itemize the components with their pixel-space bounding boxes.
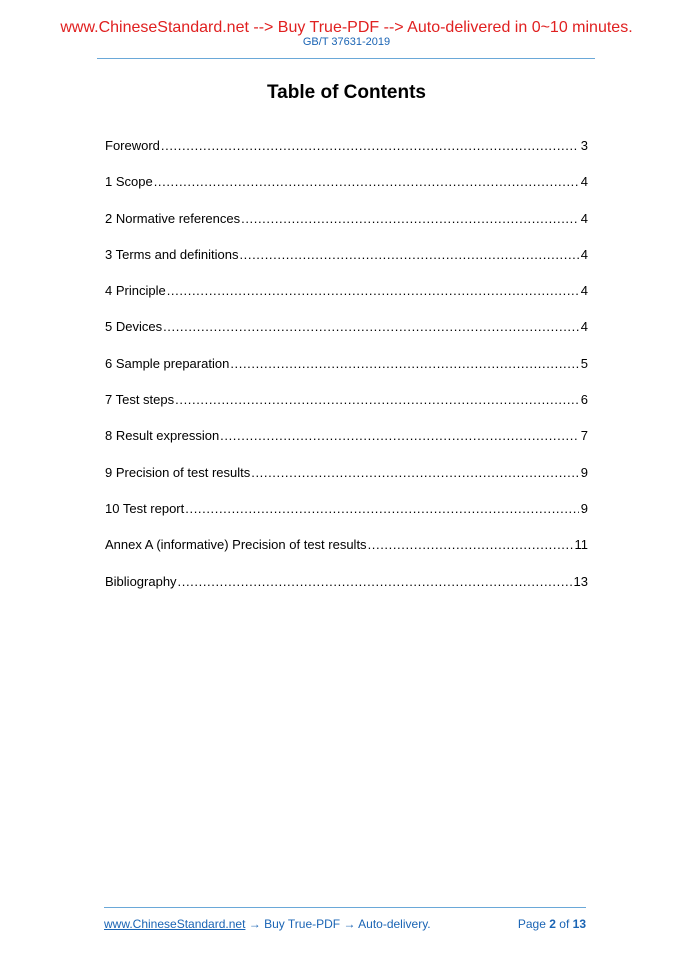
- toc-leader-dots: [167, 282, 579, 300]
- page-label: Page: [517, 917, 546, 931]
- toc-entry-label: 5 Devices: [105, 319, 163, 335]
- toc-leader-dots: [239, 246, 578, 264]
- toc-entry-sample-preparation[interactable]: [105, 355, 588, 391]
- toc-entry-result-expression[interactable]: [105, 427, 588, 463]
- promo-banner: www.ChineseStandard.net --> Buy True-PDF --> Auto-delivered in 0~10 minutes.: [60, 19, 633, 36]
- toc-entry-label: Bibliography: [105, 573, 177, 589]
- toc-leader-dots: [230, 355, 578, 373]
- toc-entry-page: 6: [580, 392, 588, 408]
- toc-entry-page: 4: [580, 246, 588, 262]
- toc-leader-dots: [178, 573, 572, 591]
- current-page-number: 2: [549, 917, 556, 931]
- document-number: GB/T 37631-2019: [302, 36, 391, 48]
- toc-entry-devices[interactable]: [105, 318, 588, 354]
- toc-entry-scope[interactable]: [105, 173, 588, 209]
- toc-leader-dots: [175, 391, 579, 409]
- toc-entry-label: 7 Test steps: [105, 392, 175, 408]
- footer-website-link[interactable]: www.ChineseStandard.net: [104, 917, 246, 931]
- toc-entry-page: 3: [580, 138, 588, 153]
- page-footer: [104, 916, 586, 934]
- header-divider: [97, 58, 595, 59]
- toc-entry-page: 5: [580, 355, 588, 371]
- page-counter: [518, 916, 586, 932]
- toc-entry-page: 4: [580, 174, 588, 190]
- footer-promo: [104, 916, 431, 932]
- toc-leader-dots: [220, 427, 579, 445]
- toc-entry-page: 4: [580, 210, 588, 226]
- toc-entry-normative-references[interactable]: [105, 210, 588, 246]
- toc-leader-dots: [368, 536, 573, 554]
- toc-entry-label: 4 Principle: [105, 283, 166, 299]
- toc-entry-label: 10 Test report: [105, 500, 185, 516]
- toc-leader-dots: [163, 318, 579, 336]
- toc-entry-label: 9 Precision of test results: [105, 464, 251, 480]
- toc-entry-terms-and-definitions[interactable]: [105, 246, 588, 282]
- toc-leader-dots: [251, 464, 579, 482]
- toc-entry-label: 8 Result expression: [105, 428, 220, 444]
- footer-divider: [104, 907, 586, 908]
- toc-entry-page: 4: [580, 283, 588, 299]
- toc-entry-test-steps[interactable]: [105, 391, 588, 427]
- toc-entry-page: 4: [580, 319, 588, 335]
- toc-entry-foreword[interactable]: [105, 137, 588, 173]
- toc-entry-label: Annex A (informative) Precision of test results: [105, 537, 367, 553]
- toc-entry-label: Foreword: [105, 138, 160, 153]
- arrow-right-icon: →: [248, 917, 261, 931]
- toc-leader-dots: [161, 137, 579, 155]
- toc-entry-label: 3 Terms and definitions: [105, 246, 239, 262]
- toc-entry-principle[interactable]: [105, 282, 588, 318]
- toc-entry-label: 6 Sample preparation: [105, 355, 230, 371]
- toc-entry-annex-a[interactable]: [105, 536, 588, 572]
- toc-entry-test-report[interactable]: [105, 500, 588, 536]
- toc-entry-precision-of-test-results[interactable]: [105, 464, 588, 500]
- toc-entry-page: 13: [573, 573, 588, 589]
- total-page-count: 13: [572, 917, 586, 931]
- toc-leader-dots: [154, 173, 579, 191]
- toc-leader-dots: [185, 500, 579, 518]
- toc-entry-page: 9: [580, 500, 588, 516]
- toc-entry-page: 11: [574, 537, 588, 553]
- toc-entry-page: 9: [580, 464, 588, 480]
- table-of-contents: [105, 137, 588, 609]
- toc-entry-label: 2 Normative references: [105, 210, 241, 226]
- footer-delivery-text: Auto-delivery.: [358, 917, 431, 931]
- toc-entry-label: 1 Scope: [105, 174, 153, 190]
- page-title: Table of Contents: [266, 82, 427, 103]
- toc-entry-page: 7: [580, 428, 588, 444]
- footer-buy-text: Buy True-PDF: [264, 917, 341, 931]
- toc-leader-dots: [241, 210, 579, 228]
- arrow-right-icon: →: [343, 917, 356, 931]
- of-label: of: [559, 917, 570, 931]
- toc-entry-bibliography[interactable]: [105, 573, 588, 609]
